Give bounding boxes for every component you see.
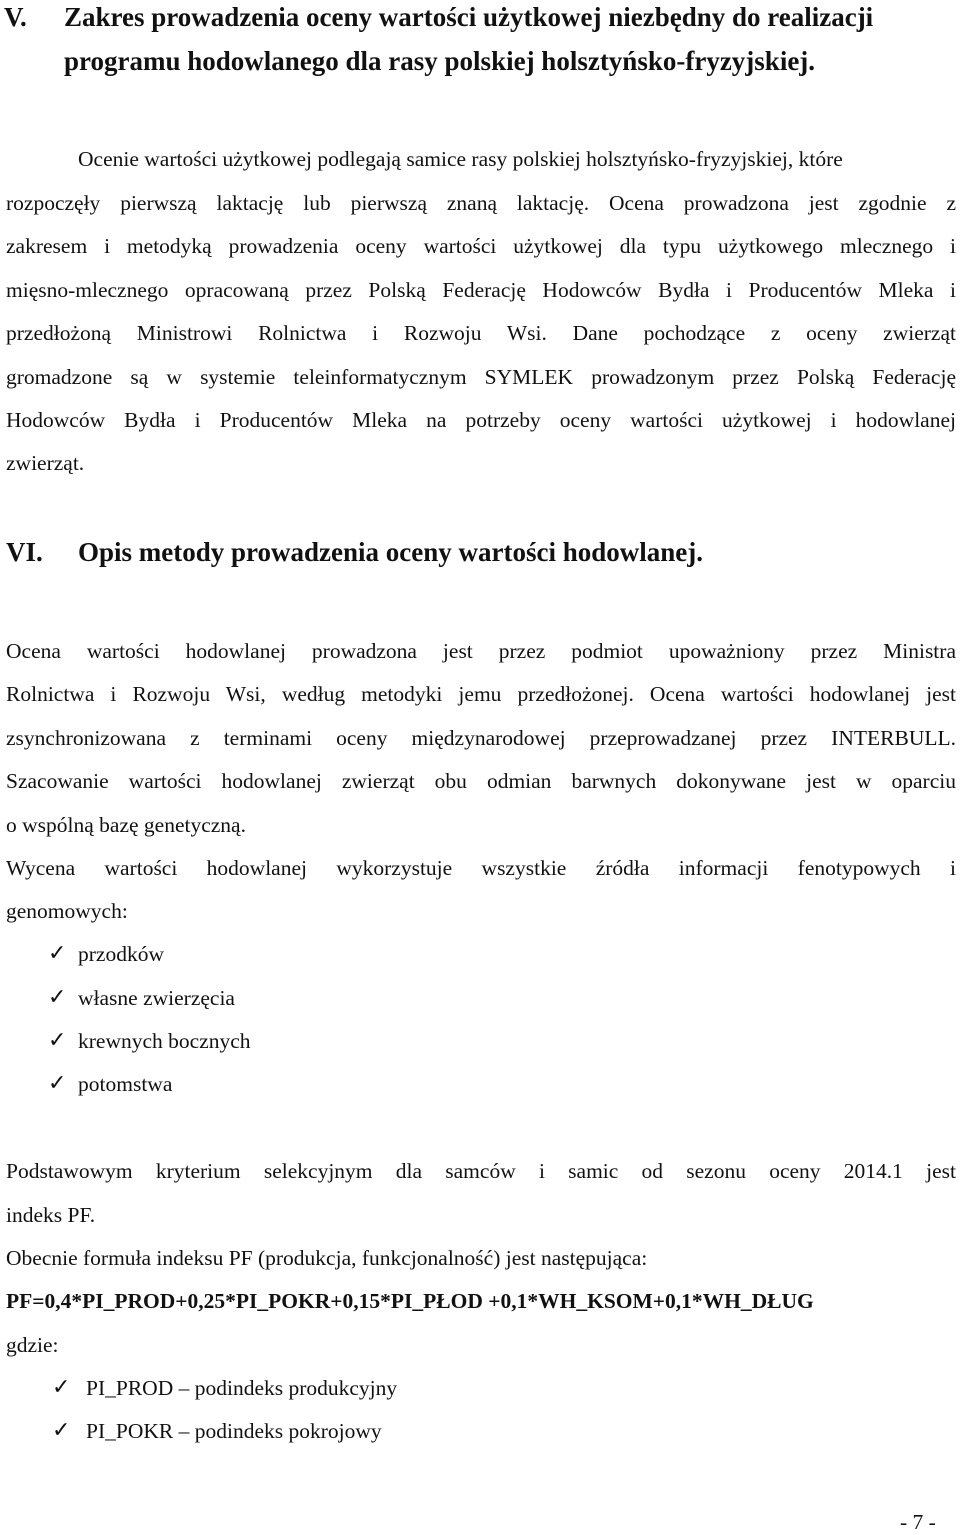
para1-line2: rozpoczęły pierwszą laktację lub pierwszą znaną laktację. Ocena prowadzona jest zgodnie z	[6, 191, 956, 215]
para1-line7: Hodowców Bydła i Producentów Mleka na potrzeby oceny wartości użytkowej i hodowlanej	[6, 408, 956, 432]
para2-line2: Rolnictwa i Rozwoju Wsi, według metodyki jemu przedłożonej. Ocena wartości hodowlanej jest	[6, 682, 956, 706]
pf-formula: PF=0,4*PI_PROD+0,25*PI_POKR+0,15*PI_PŁOD +0,1*WH_KSOM+0,1*WH_DŁUG	[6, 1289, 814, 1313]
para3-line2: genomowych:	[6, 899, 128, 923]
para4-line2: indeks PF.	[6, 1203, 96, 1227]
para1-line4: mięsno-mlecznego opracowaną przez Polską Federację Hodowców Bydła i Producentów Mleka i	[6, 278, 956, 302]
checkmark-icon: ✓	[48, 1071, 67, 1096]
para2-line5: o wspólną bazę genetyczną.	[6, 813, 246, 837]
para2-line4: Szacowanie wartości hodowlanej zwierząt obu odmian barwnych dokonywane jest w oparciu	[6, 769, 956, 793]
checkmark-icon: ✓	[48, 985, 67, 1010]
para1-line1: Ocenie wartości użytkowej podlegają samice rasy polskiej holsztyńsko-fryzyjskiej, które	[78, 147, 843, 171]
para3-line1: Wycena wartości hodowlanej wykorzystuje wszystkie źródła informacji fenotypowych i	[6, 856, 956, 880]
para2-line1: Ocena wartości hodowlanej prowadzona jest przez podmiot upoważniony przez Ministra	[6, 639, 956, 663]
section-v-title-line1: Zakres prowadzenia oceny wartości użytkowej niezbędny do realizacji	[64, 2, 874, 32]
para1-line3: zakresem i metodyką prowadzenia oceny wartości użytkowej dla typu użytkowego mlecznego i	[6, 234, 956, 258]
section-vi-title: Opis metody prowadzenia oceny wartości hodowlanej.	[78, 537, 703, 567]
para1-line6: gromadzone są w systemie teleinformatycznym SYMLEK prowadzonym przez Polską Federację	[6, 365, 956, 389]
page-number: - 7 -	[900, 1510, 936, 1534]
para2-line3: zsynchronizowana z terminami oceny międzynarodowej przeprowadzanej przez INTERBULL.	[6, 726, 956, 750]
definition-item: PI_PROD – podindeks produkcyjny	[86, 1376, 398, 1400]
para4-line1: Podstawowym kryterium selekcyjnym dla samców i samic od sezonu oceny 2014.1 jest	[6, 1159, 956, 1183]
section-v-title-line2: programu hodowlanego dla rasy polskiej holsztyńsko-fryzyjskiej.	[64, 46, 816, 76]
para5-line1: Obecnie formuła indeksu PF (produkcja, funkcjonalność) jest następująca:	[6, 1246, 648, 1270]
source-item: własne zwierzęcia	[78, 986, 235, 1010]
checkmark-icon: ✓	[52, 1418, 71, 1443]
para1-line5: przedłożoną Ministrowi Rolnictwa i Rozwoju Wsi. Dane pochodzące z oceny zwierząt	[6, 321, 956, 345]
definition-item: PI_POKR – podindeks pokrojowy	[86, 1419, 382, 1443]
where-label: gdzie:	[6, 1333, 59, 1357]
source-item: krewnych bocznych	[78, 1029, 251, 1053]
para1-line8: zwierząt.	[6, 451, 85, 475]
section-v-number: V.	[4, 2, 27, 32]
checkmark-icon: ✓	[48, 1028, 67, 1053]
section-vi-number: VI.	[6, 537, 43, 567]
checkmark-icon: ✓	[48, 941, 67, 966]
source-item: potomstwa	[78, 1072, 173, 1096]
checkmark-icon: ✓	[52, 1375, 71, 1400]
source-item: przodków	[78, 942, 164, 966]
